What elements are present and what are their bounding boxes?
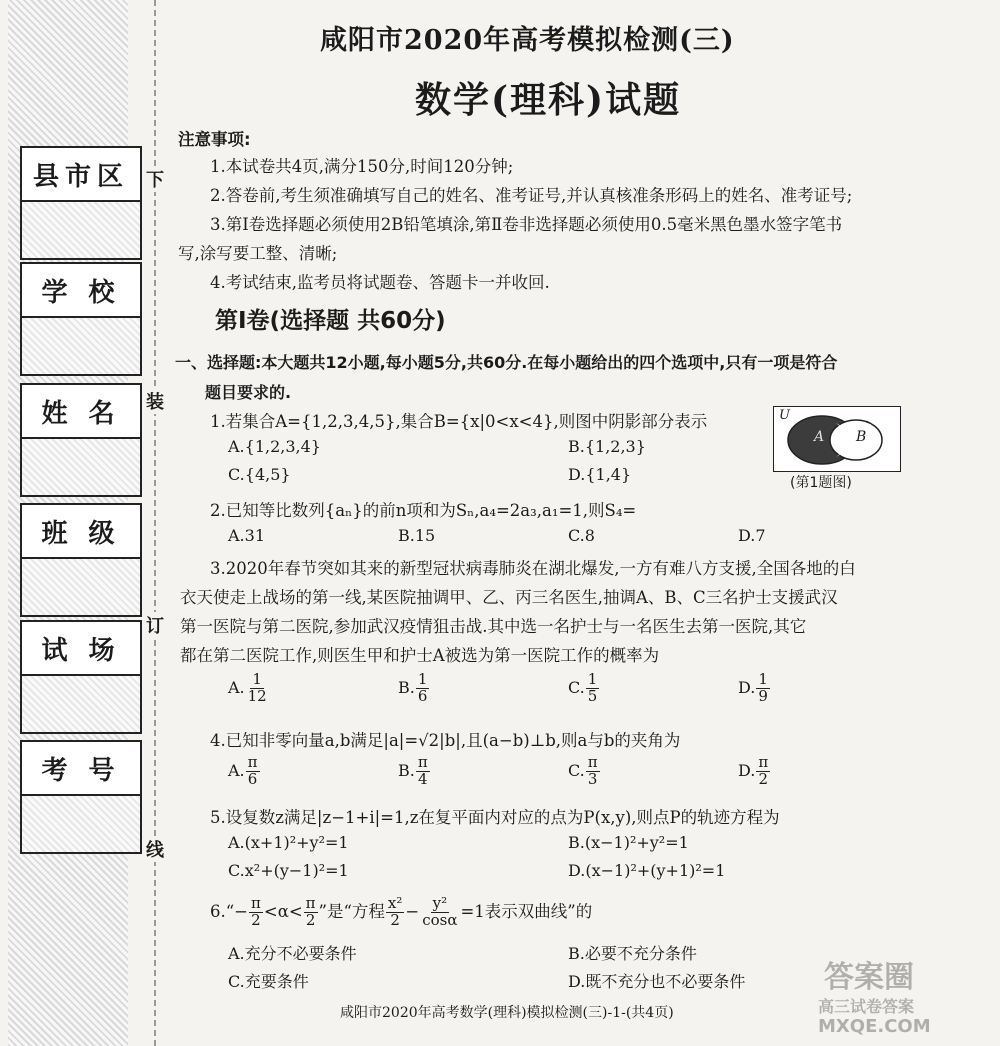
denominator: 12 [247, 686, 267, 705]
numerator: y² [432, 894, 448, 912]
fraction [246, 755, 260, 788]
q6-option: C.充要条件 [228, 972, 309, 991]
q3-option-a [228, 672, 270, 705]
binding-char: 线 [146, 836, 164, 862]
denominator: 6 [247, 769, 258, 788]
field-blank [22, 318, 140, 374]
q2-option: D.7 [738, 526, 766, 545]
numerator: 1 [252, 670, 262, 688]
question-5-stem: 5.设复数z满足|z−1+i|=1,z在复平面内对应的点为P(x,y),则点P的轨迹方程为 [210, 808, 780, 827]
numerator: 1 [758, 670, 768, 688]
question-1-stem: 1.若集合A={1,2,3,4,5},集合B={x|0<x<4},则图中阴影部分表示 [210, 412, 708, 431]
denominator: cosα [422, 910, 458, 929]
option-label: B. [398, 677, 415, 697]
section-intro: 题目要求的. [205, 383, 292, 402]
binding-char: 装 [146, 388, 164, 414]
denominator: 2 [251, 910, 261, 929]
note-item: 3.第Ⅰ卷选择题必须使用2B铅笔填涂,第Ⅱ卷非选择题必须使用0.5毫米黑色墨水签字笔书 [210, 215, 843, 234]
denominator: 6 [417, 686, 428, 705]
denominator: 4 [418, 769, 428, 788]
field-label: 考 号 [22, 742, 140, 796]
q1-option: A.{1,2,3,4} [228, 437, 321, 456]
section-intro: 一、选择题:本大题共12小题,每小题5分,共60分.在每小题给出的四个选项中,只有一项是符合 [175, 353, 838, 372]
fraction [304, 896, 318, 929]
q2-option: A.31 [228, 526, 265, 545]
option-label: A. [228, 677, 245, 697]
field-county [20, 146, 142, 260]
q2-option: C.8 [568, 526, 595, 545]
section-title: 第Ⅰ卷(选择题 共60分) [215, 308, 446, 334]
numerator: π [417, 753, 428, 771]
q6-minus: − [405, 901, 420, 921]
option-label: C. [568, 760, 585, 780]
question-2-stem: 2.已知等比数列{aₙ}的前n项和为Sₙ,a₄=2a₃,a₁=1,则S₄= [210, 501, 637, 520]
fraction [586, 672, 600, 705]
denominator: 5 [587, 686, 598, 705]
q6-mid: <α< [263, 901, 303, 921]
q2-option: B.15 [398, 526, 436, 545]
question-3-line: 衣天使走上战场的第一线,某医院抽调甲、乙、丙三名医生,抽调A、B、C三名护士支援武汉 [180, 588, 838, 607]
numerator: π [758, 753, 769, 771]
question-4-stem: 4.已知非零向量a,b满足|a|=√2|b|,且(a−b)⊥b,则a与b的夹角为 [210, 731, 681, 750]
question-6-stem [210, 896, 592, 929]
numerator: π [247, 753, 258, 771]
fraction [416, 672, 430, 705]
q6-prefix: 6.“− [210, 901, 249, 921]
q6-option: D.既不充分也不必要条件 [568, 972, 746, 991]
q6-text: =1表示双曲线”的 [460, 901, 593, 921]
watermark-top: 答案圈 [824, 960, 914, 995]
q4-option-b [398, 755, 431, 788]
fraction [756, 672, 770, 705]
field-blank [22, 559, 140, 615]
q5-option: A.(x+1)²+y²=1 [228, 833, 349, 852]
question-3-line: 第一医院与第二医院,参加武汉疫情狙击战.其中选一名护士与一名医生去第一医院,其它 [180, 617, 807, 636]
denominator: 2 [758, 769, 769, 788]
q4-option-a [228, 755, 261, 788]
denominator: 9 [758, 686, 768, 705]
option-label: D. [738, 677, 756, 697]
note-item: 4.考试结束,监考员将试题卷、答题卡一并收回. [210, 273, 550, 292]
q1-option: D.{1,4} [568, 465, 632, 484]
fraction [420, 896, 459, 929]
field-exam-number [20, 740, 142, 854]
numerator: x² [387, 894, 403, 912]
denominator: 2 [305, 910, 316, 929]
field-label: 县市区 [22, 148, 140, 202]
q3-option-b [398, 672, 430, 705]
q4-option-d [738, 755, 771, 788]
field-blank [22, 796, 140, 852]
q4-option-c [568, 755, 601, 788]
numerator: π [251, 894, 261, 912]
venn-label-u: U [779, 408, 790, 423]
venn-svg [774, 407, 900, 471]
watermark-bottom: MXQE.COM [818, 1016, 931, 1037]
fraction [386, 896, 404, 929]
field-exam-room [20, 620, 142, 734]
binding-char: 订 [146, 612, 164, 638]
denominator: 2 [390, 910, 400, 929]
fraction [246, 672, 269, 705]
numerator: 1 [417, 670, 428, 688]
option-label: B. [398, 760, 415, 780]
q1-option: B.{1,2,3} [568, 437, 646, 456]
page-footer: 咸阳市2020年高考数学(理科)模拟检测(三)-1-(共4页) [340, 1005, 674, 1021]
q3-option-d [738, 672, 771, 705]
venn-label-a: A [814, 429, 825, 445]
question-3-line: 都在第二医院工作,则医生甲和护士A被选为第一医院工作的概率为 [180, 646, 660, 665]
numerator: 1 [587, 670, 598, 688]
watermark-mid: 高三试卷答案 [818, 997, 915, 1016]
binding-dashed-line [154, 0, 156, 1046]
note-item: 2.答卷前,考生须准确填写自己的姓名、准考证号,并认真核准条形码上的姓名、准考证号; [210, 186, 853, 205]
field-school [20, 262, 142, 376]
field-name [20, 383, 142, 497]
figure-caption: (第1题图) [790, 475, 852, 491]
numerator: π [587, 753, 598, 771]
q1-option: C.{4,5} [228, 465, 291, 484]
field-blank [22, 202, 140, 258]
field-label: 班 级 [22, 505, 140, 559]
q5-option: B.(x−1)²+y²=1 [568, 833, 689, 852]
q5-option: C.x²+(y−1)²=1 [228, 861, 349, 880]
notes-heading: 注意事项: [178, 130, 251, 149]
question-3-line: 3.2020年春节突如其来的新型冠状病毒肺炎在湖北爆发,一方有难八方支援,全国各地的白 [210, 559, 856, 578]
field-label: 试 场 [22, 622, 140, 676]
q6-option: A.充分不必要条件 [228, 944, 357, 963]
field-blank [22, 439, 140, 495]
option-label: C. [568, 677, 585, 697]
fraction [586, 755, 600, 788]
note-item: 写,涂写要工整、清晰; [178, 244, 338, 263]
option-label: D. [738, 760, 756, 780]
field-blank [22, 676, 140, 732]
field-class [20, 503, 142, 617]
q6-text: ”是“方程 [318, 901, 385, 921]
exam-title: 咸阳市2020年高考模拟检测(三) [320, 25, 735, 56]
numerator: π [305, 894, 316, 912]
q5-option: D.(x−1)²+(y+1)²=1 [568, 861, 726, 880]
watermark-logo [800, 952, 980, 1042]
venn-label-b: B [856, 429, 867, 445]
q3-option-c [568, 672, 600, 705]
venn-diagram [773, 406, 901, 472]
fraction [249, 896, 263, 929]
binding-char: 下 [146, 166, 164, 192]
exam-subtitle: 数学(理科)试题 [415, 79, 682, 121]
field-label: 姓 名 [22, 385, 140, 439]
fraction [416, 755, 430, 788]
q6-option: B.必要不充分条件 [568, 944, 697, 963]
fraction [756, 755, 770, 788]
field-label: 学 校 [22, 264, 140, 318]
note-item: 1.本试卷共4页,满分150分,时间120分钟; [210, 157, 514, 176]
denominator: 3 [587, 769, 598, 788]
option-label: A. [228, 760, 245, 780]
